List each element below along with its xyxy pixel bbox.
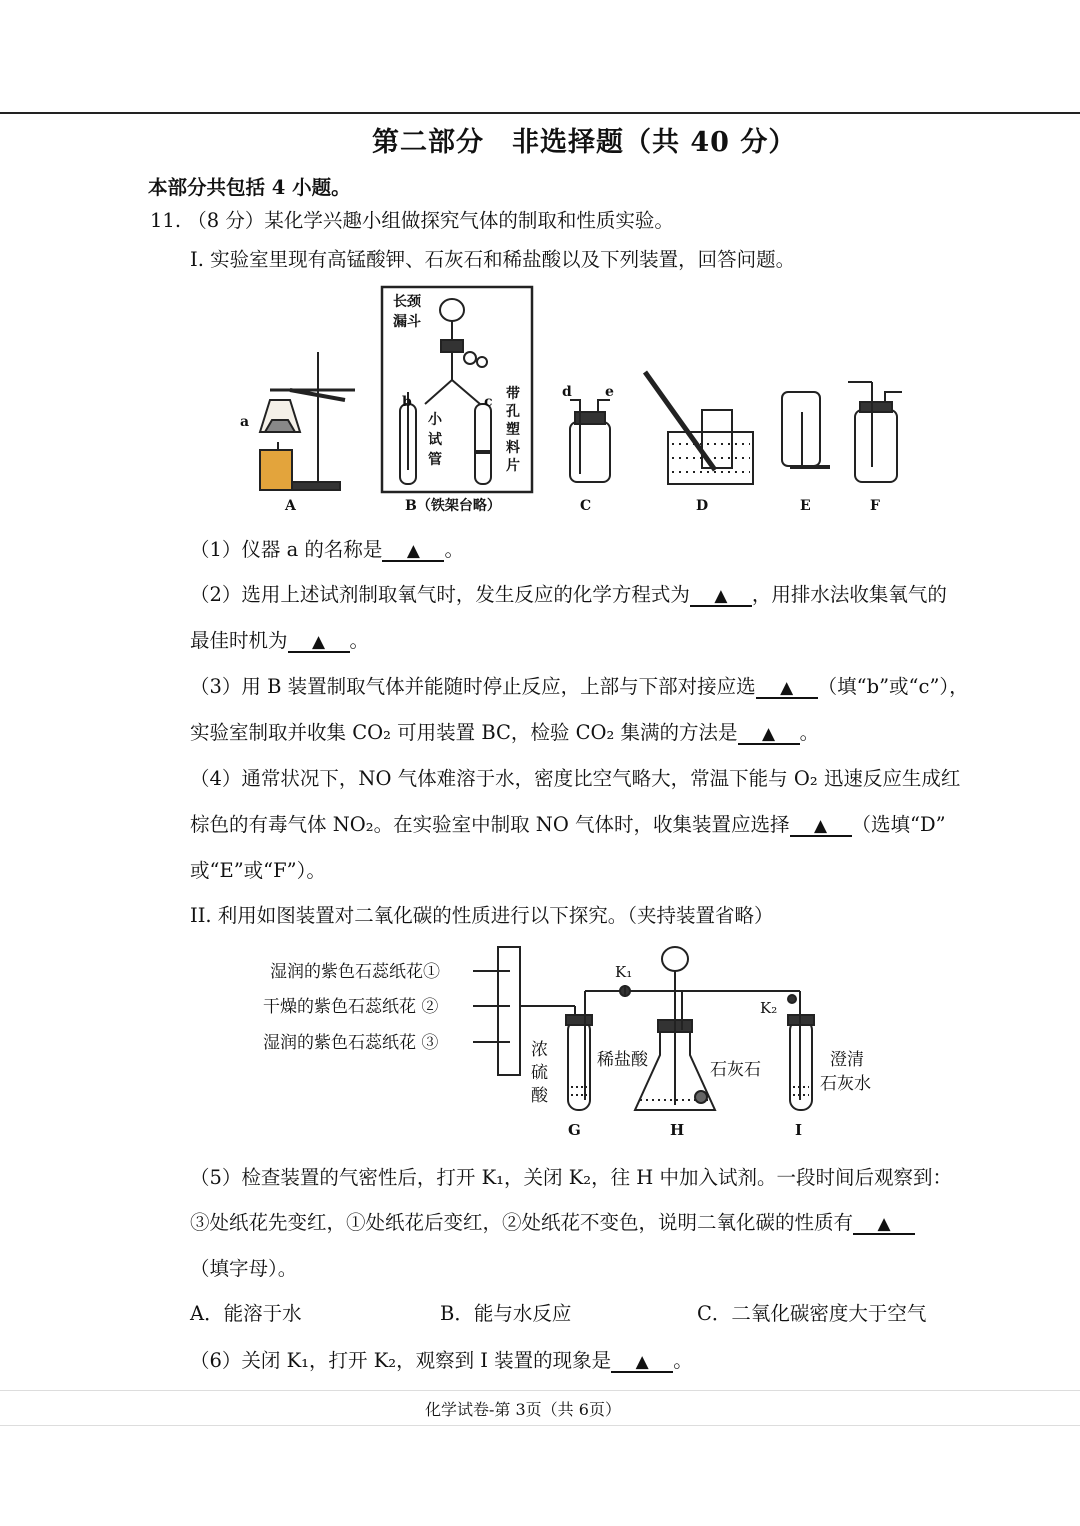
sub-question-5-line2: ③处纸花先变红，①处纸花后变红，②处纸花不变色，说明二氧化碳的性质有 ▲ — [190, 1207, 915, 1235]
sub-question-5-line1: （5）检查装置的气密性后，打开 K₁，关闭 K₂，往 H 中加入试剂。一段时间后观察到： — [190, 1166, 952, 1189]
sub-question-4-line2: 棕色的有毒气体 NO₂。在实验室中制取 NO 气体时，收集装置应选择 ▲ （选填“D” — [190, 813, 946, 836]
apparatus-e-drawing — [782, 392, 830, 467]
caption-h: H — [670, 1121, 685, 1139]
plate-label-1: 带 — [506, 386, 520, 402]
plate-label-5: 片 — [506, 458, 520, 474]
acid-label-3: 酸 — [531, 1086, 548, 1106]
plate-label-2: 孔 — [506, 404, 520, 420]
apparatus-c-drawing — [570, 400, 610, 482]
label-b: b — [402, 394, 412, 410]
part-1-intro: I. 实验室里现有高锰酸钾、石灰石和稀盐酸以及下列装置，回答问题。 — [190, 248, 796, 271]
apparatus-d-drawing — [645, 372, 753, 484]
sub-question-3-line1: （3）用 B 装置制取气体并能随时停止反应，上部与下部对接应选 ▲ （填“b”或“c”）， — [190, 675, 969, 698]
answer-blank-3a[interactable]: ▲ — [756, 679, 818, 699]
limestone-label: 石灰石 — [710, 1060, 761, 1080]
limewater-label-1: 澄清 — [830, 1050, 864, 1070]
tube-label-3: 管 — [428, 452, 442, 468]
tube-label-1: 小 — [428, 412, 442, 428]
k2-label: K₂ — [760, 999, 778, 1017]
option-c: C．二氧化碳密度大于空气 — [697, 1302, 927, 1325]
answer-blank-1[interactable]: ▲ — [382, 542, 444, 562]
funnel-label-2: 漏斗 — [393, 314, 421, 330]
sub-question-5-line3: （填字母）。 — [190, 1257, 298, 1280]
sub-question-2-line1: （2）选用上述试剂制取氧气时，发生反应的化学方程式为 ▲ ，用排水法收集氧气的 — [190, 583, 947, 606]
funnel-label-1: 长颈 — [393, 294, 421, 310]
apparatus-a-drawing — [260, 352, 355, 490]
option-a: A．能溶于水 — [190, 1302, 302, 1325]
sub-question-4-line3: 或“E”或“F”）。 — [190, 859, 326, 882]
sub-question-2-line2: 最佳时机为 ▲ 。 — [190, 629, 370, 652]
question-11-stem: 11. （8 分）某化学兴趣小组做探究气体的制取和性质实验。 — [150, 209, 674, 232]
section-title: 第二部分 非选择题（共 40 分） — [372, 127, 797, 158]
limewater-label-2: 石灰水 — [820, 1074, 871, 1094]
sub-question-3-line2: 实验室制取并收集 CO₂ 可用装置 BC，检验 CO₂ 集满的方法是 ▲ 。 — [190, 721, 820, 744]
option-b: B．能与水反应 — [440, 1302, 572, 1325]
apparatus-f-drawing — [848, 382, 902, 482]
label-e-port: e — [605, 384, 614, 400]
sub-question-4-line1: （4）通常状况下，NO 气体难溶于水，密度比空气略大，常温下能与 O₂ 迅速反应生成红 — [190, 767, 961, 790]
answer-blank-6[interactable]: ▲ — [611, 1353, 673, 1373]
caption-i: I — [795, 1121, 803, 1139]
tube-label-2: 试 — [428, 432, 442, 448]
label-d-port: d — [562, 384, 572, 400]
k1-label: K₁ — [615, 963, 633, 981]
caption-b: B（铁架台略） — [405, 498, 501, 514]
label-a: a — [240, 414, 250, 430]
label-c-connector: c — [484, 394, 493, 410]
footer-rule-2 — [0, 1425, 1080, 1426]
answer-blank-2a[interactable]: ▲ — [690, 587, 752, 607]
caption-e: E — [800, 498, 811, 514]
answer-blank-2b[interactable]: ▲ — [288, 633, 350, 653]
caption-a: A — [285, 498, 296, 514]
part-2-intro: II. 利用如图装置对二氧化碳的性质进行以下探究。（夹持装置省略） — [190, 904, 774, 927]
footer-rule — [0, 1390, 1080, 1391]
caption-f: F — [870, 498, 880, 514]
caption-g: G — [568, 1121, 581, 1139]
flower-label-2: 干燥的紫色石蕊纸花 ② — [263, 997, 439, 1017]
acid-label-2: 硫 — [531, 1063, 548, 1083]
answer-blank-5[interactable]: ▲ — [853, 1215, 915, 1235]
page-footer: 化学试卷-第 3页（共 6页） — [425, 1400, 621, 1419]
sub-question-1: （1）仪器 a 的名称是 ▲ 。 — [190, 538, 464, 561]
section-intro: 本部分共包括 4 小题。 — [148, 176, 351, 199]
plate-label-4: 料 — [506, 440, 520, 456]
flower-label-1: 湿润的紫色石蕊纸花① — [270, 962, 440, 982]
sub-question-6: （6）关闭 K₁，打开 K₂，观察到 I 装置的现象是 ▲ 。 — [190, 1349, 693, 1372]
plate-label-3: 塑 — [506, 422, 520, 438]
answer-blank-4[interactable]: ▲ — [790, 817, 852, 837]
dilute-hcl-label: 稀盐酸 — [597, 1050, 648, 1070]
top-rule — [0, 112, 1080, 114]
caption-c: C — [580, 498, 592, 514]
apparatus-figure-1 — [230, 282, 930, 522]
answer-blank-3b[interactable]: ▲ — [738, 725, 800, 745]
acid-label-1: 浓 — [531, 1040, 548, 1060]
apparatus-figure-2 — [255, 935, 895, 1145]
caption-d: D — [696, 498, 709, 514]
flower-label-3: 湿润的紫色石蕊纸花 ③ — [263, 1033, 439, 1053]
